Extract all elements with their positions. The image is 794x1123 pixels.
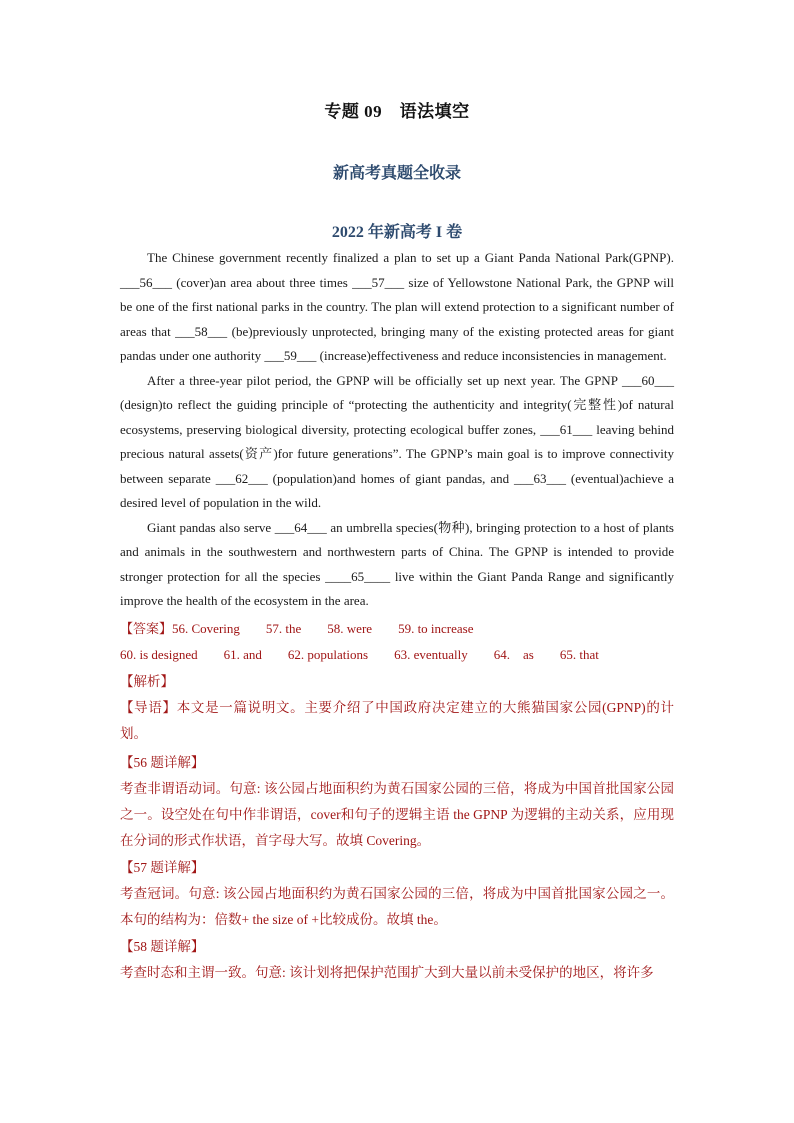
- answer-label: 【答案】: [120, 620, 173, 636]
- answer-row-1: [120, 616, 674, 642]
- answer-item: 63. eventually: [394, 646, 468, 662]
- section-heading: 2022 年新高考 I 卷: [331, 224, 463, 241]
- q58-label: 【58 题详解】: [120, 938, 205, 954]
- passage-paragraph-3: Giant pandas also serve ___64___ an umbrella species(物种), bringing protection to a host of plants and animals in the southwestern and northwestern parts of China. The GPNP is intended to provide stronger protection for all the species ____65____ live within the Giant Panda Range and significantly improve the health of the ecosystem in the area.: [120, 519, 674, 608]
- guide-paragraph: [120, 695, 674, 747]
- answer-item: 57. the: [265, 620, 302, 636]
- guide-text: 本文是一篇说明文。主要介绍了中国政府决定建立的大熊猫国家公园(GPNP)的计划。: [120, 699, 675, 741]
- passage-paragraph-2: After a three-year pilot period, the GPNP will be officially set up next year. The GPNP ___60___ (design)to reflect the guiding principle of “protecting the authenticity and integrity(完整性)of natural ecosystems, preserving biological diversity, protecting ecological buffer zones, ___61___ leaving behind precious natural assets(资产)for future generations”. The GPNP’s main goal is to improve connectivity between separate ___62___ (population)and homes of giant pandas, and ___63___ (eventual)achieve a desired level of population in the wild.: [120, 372, 674, 510]
- q56-label: 【56 题详解】: [120, 754, 205, 770]
- q57-label: 【57 题详解】: [120, 859, 205, 875]
- answer-item: 59. to increase: [398, 620, 474, 636]
- q58-explanation: 考查时态和主谓一致。句意: 该计划将把保护范围扩大到大量以前未受保护的地区，将许多: [120, 964, 654, 980]
- q57-explanation: 考查冠词。句意: 该公园占地面积约为黄石国家公园的三倍，将成为中国首批国家公园之一。本句的结构为：倍数+ the size of +比较成份。故填 the。: [120, 885, 674, 927]
- q56-explanation: 考查非谓语动词。句意: 该公园占地面积约为黄石国家公园的三倍，将成为中国首批国家公园之一。设空处在句中作非谓语，cover和句子的逻辑主语 the GPNP 为逻辑的主动关系，应用现在分词的形式作状语，首字母大写。故填 Covering。: [120, 780, 674, 848]
- answer-item: 56. Covering: [172, 620, 240, 636]
- document-body: [120, 246, 674, 986]
- passage-paragraph-1: The Chinese government recently finalized a plan to set up a Giant Panda National Park(GPNP). ___56___ (cover)an area about three times ___57___ size of Yellowstone National Park, the GPNP will be one of the first national parks in the country. The plan will extend protection to a significant number of areas that ___58___ (be)previously unprotected, bringing many of the existing protected areas for giant pandas under one authority ___59___ (increase)effectiveness and reduce inconsistencies in management.: [120, 250, 674, 363]
- answer-item: 62. populations: [287, 646, 369, 662]
- answer-item: 64. as: [493, 646, 534, 662]
- answer-row-2: [120, 642, 674, 668]
- answer-item: 65. that: [559, 646, 599, 662]
- page-subtitle: 新高考真题全收录: [332, 165, 461, 182]
- analysis-label: 【解析】: [120, 673, 174, 689]
- answer-item: 60. is designed: [120, 646, 198, 662]
- guide-label: 【导语】: [120, 699, 177, 715]
- answer-item: 61. and: [223, 646, 262, 662]
- answer-item: 58. were: [327, 620, 373, 636]
- page-title: 专题 09 语法填空: [324, 102, 470, 121]
